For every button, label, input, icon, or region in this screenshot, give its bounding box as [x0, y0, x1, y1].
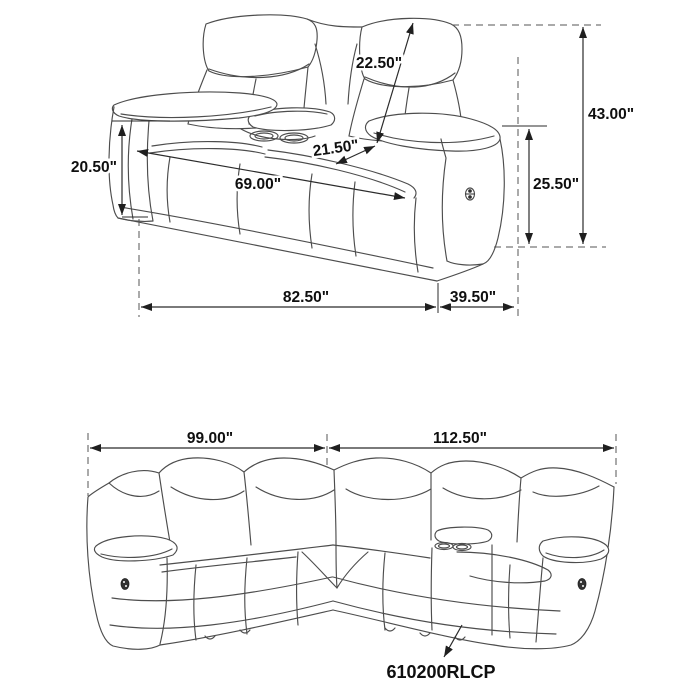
dimension-right-side-width — [329, 430, 614, 448]
power-button-icon — [466, 188, 475, 200]
dim-label-overall-width: 82.50" — [282, 289, 330, 306]
dimension-arm-to-base — [529, 129, 579, 244]
dim-label-left-side-width: 99.00" — [186, 430, 234, 447]
dim-label-seat-cushion: 21.50" — [311, 136, 360, 161]
dim-label-right-side-width: 112.50" — [433, 430, 487, 447]
dim-label-interior-width: 69.00" — [234, 176, 282, 193]
cupholder-icon — [250, 131, 308, 143]
power-button-icon-right — [578, 579, 586, 590]
dimension-overall-width — [141, 289, 436, 307]
dimension-overall-height — [583, 27, 634, 244]
dim-label-back-cushion: 22.50" — [355, 55, 403, 72]
dim-label-overall-height: 43.00" — [588, 106, 635, 123]
dimension-seat-cushion — [312, 137, 375, 164]
dim-label-overall-depth: 39.50" — [449, 289, 497, 306]
product-code-callout — [386, 625, 495, 682]
dimension-left-side-width — [90, 430, 325, 448]
dim-label-arm-height: 20.50" — [70, 159, 117, 176]
dimension-overall-depth — [440, 289, 514, 307]
power-button-icon-left — [121, 579, 129, 590]
dim-label-arm-to-base: 25.50" — [533, 176, 580, 193]
loveseat-drawing — [109, 15, 504, 281]
sectional-drawing — [87, 458, 614, 649]
product-code-label: 610200RLCP — [386, 662, 496, 682]
sectional-console — [431, 527, 492, 635]
dimension-arm-height — [71, 125, 122, 215]
